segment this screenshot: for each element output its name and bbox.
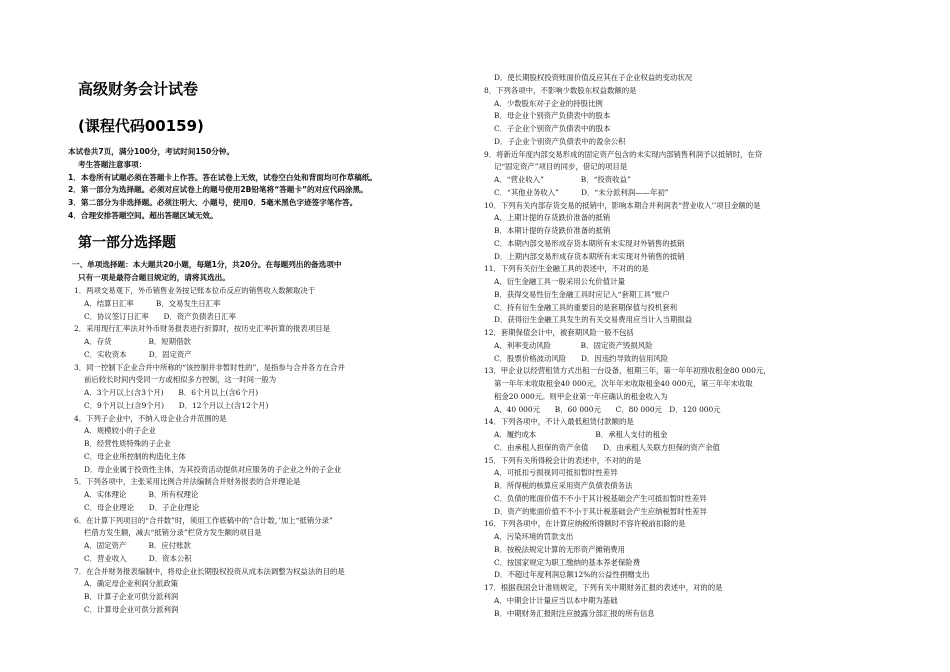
option-line: D．上期内部交易形成存货本期所有未实现对外销售的抵销 <box>494 251 685 261</box>
option-line: A．40 000元 B．60 000元 C．80 000元 D．120 000元 <box>494 404 721 414</box>
question-line: 16．下列各项中，在计算应纳税所得额时不容许税前扣除的是 <box>484 519 686 529</box>
questions-left <box>74 285 345 617</box>
question-line: 12．套期保值会计中，被套期风险一般不包括 <box>484 328 634 337</box>
option-line: A．少数股东对子企业的持股比例 <box>494 98 603 108</box>
option-line: B．本期计提的存货跌价准备的抵销 <box>494 226 611 235</box>
option-line: D．资产的账面价值不不小于其计税基础会产生应纳税暂时性差异 <box>494 506 707 516</box>
option-line: A．存货 B．短期借款 <box>84 337 191 346</box>
option-line: D．母企业属于投资性主体，为其投资活动提供对应服务的子企业之外的子企业 <box>84 464 342 474</box>
option-line: C．协议签订日汇率 D．资产负债表日汇率 <box>84 311 237 321</box>
option-line: C．本期内部交易形成存货本期所有未实现对外销售的抵销 <box>494 238 685 248</box>
instruction-line: 一、单项选择题：本大题共20小题，每题1分，共20分。在每题列出的备选项中 <box>72 260 342 269</box>
option-line: A．结算日汇率 B．交易发生日汇率 <box>84 298 221 308</box>
exam-title: 高级财务会计试卷 <box>78 80 199 98</box>
option-line: C．子企业个别资产负债表中的股本 <box>494 124 611 133</box>
option-line: C．9个月以上(含9个月) D．12个月以上(含12个月) <box>84 400 269 410</box>
option-line: A．污染环境的罚款支出 <box>494 532 574 541</box>
option-line: A．中期会计计量应当以本中期为基础 <box>494 595 618 605</box>
option-line: A．确定母企业利润分派政策 <box>84 579 179 589</box>
question-line: 17．根据我国会计准则规定，下列有关中期财务汇报的表述中，对的的是 <box>484 583 723 592</box>
question-line: 第一年年末收取租金40 000元，次年年末收取租金40 000元，第三年年末收取 <box>494 379 753 388</box>
question-line: 2．采用现行汇率法对外币财务报表进行折算时，按历史汇率折算的报表项目是 <box>74 324 330 334</box>
option-line: A．“营业收入” B．“投资收益” <box>494 175 631 184</box>
option-line: A．实体理论 B．所有权理论 <box>84 490 199 499</box>
option-line: A．上期计提的存货跌价准备的抵销 <box>494 213 611 223</box>
question-line: 3．同一控制下企业合并中所称的“该控制并非暂时性的”，是指参与合并各方在合并 <box>74 362 345 372</box>
option-line: A．规模较小的子企业 <box>84 426 156 436</box>
question-line: 10．下列有关内部存货交易的抵销中，影响本期合并利润表“营业收入’’项目金额的是 <box>484 200 761 210</box>
note-line: 1．本卷所有试题必须在答题卡上作答。答在试卷上无效，试卷空白处和背面均可作草稿纸。 <box>68 172 378 182</box>
option-line: C．母企业所控制的构造化主体 <box>84 451 186 461</box>
course-code: (课程代码00159) <box>78 117 204 135</box>
question-line: 14．下列各项中，不计入最低租赁付款额的是 <box>484 417 634 427</box>
note-line: 3．第二部分为非选择题。必须注明大、小题号，使用0．5毫米黑色字迹签字笔作答。 <box>68 198 358 208</box>
option-line: A．3个月以上(含3个月) B．6个月以上(含6个月) <box>84 388 259 397</box>
option-line: A．固定资产 B．应付账款 <box>84 541 191 550</box>
option-line: C．计算母企业可供分派利润 <box>84 604 179 614</box>
option-line: D．不超过年度利润总额12%的公益性捐赠支出 <box>494 570 650 580</box>
option-line: A．衍生金融工具一般采用公允价值计量 <box>494 277 625 286</box>
option-line: B．所得税的核算应采用资产负债表债务法 <box>494 481 633 490</box>
option-line: B．按税法规定计算的无形资产摊销费用 <box>494 544 626 554</box>
question-line: 租金20 000元。则甲企业第一年应确认的租金收入为 <box>494 391 668 401</box>
option-line: D．子企业个别资产负债表中的盈余公积 <box>494 136 626 146</box>
option-line: A．可抵扣亏损视同可抵扣暂时性差异 <box>494 468 618 478</box>
question-line: 栏借方发生额，减去“抵销分录”栏贷方发生额的项目是 <box>84 528 262 538</box>
questions-right <box>484 72 771 620</box>
question-line: 11．下列有关衍生金融工具的表述中，不对的的是 <box>484 264 649 274</box>
option-line: B．中期财务汇报附注应披露分部汇报的所有信息 <box>494 608 655 618</box>
question-line: 9．将新近年度内部交易形成的固定资产包含的未实现内部销售利润予以抵销时，在贷 <box>484 149 763 159</box>
question-line: 8．下列各项中，不影响少数股东权益数额的是 <box>484 85 637 95</box>
option-line: C．按国家规定为职工缴纳的基本养老保险费 <box>494 557 641 567</box>
option-line: C．母企业理论 D．子企业理论 <box>84 502 200 512</box>
note-line: 4．合理安排答题空间。超出答题区域无效。 <box>68 210 218 220</box>
question-line: 6．在计算下列项目的“合并数”时，须用工作底稿中的“合计数，’加上“抵销分录” <box>74 515 333 525</box>
question-line: 7．在合并财务报表编制中，将母企业长期股权投资从成本法调整为权益法的目的是 <box>74 566 345 576</box>
option-line: C．股票价格波动风险 D．因违约导致的信用风险 <box>494 353 669 363</box>
question-line: 5．下列各项中，主张采用比例合并法编制合并财务报表的合并理论是 <box>74 477 301 487</box>
question-line: 15．下列有关所得税会计的表述中，不对的的是 <box>484 455 642 465</box>
option-line: D．使长期股权投资账面价值反应其在子企业权益的变动状况 <box>494 73 693 82</box>
option-line: A．利率变动风险 B．固定资产毁损风险 <box>494 340 653 350</box>
question-line: 前后较长时间内受同一方或相似多方控制，这一时间一般为 <box>84 375 277 385</box>
question-line: 记“固定资产”项目的同步，借记的项目是 <box>494 162 628 172</box>
note-line: 本试卷共7页，满分100分，考试时间150分钟。 <box>68 147 235 156</box>
exam-notes <box>68 146 377 223</box>
option-line: C．由承租人担保的资产余值 D．由承租人关联方担保的资产余值 <box>494 442 720 452</box>
note-line: 考生答题注意事项： <box>78 159 147 169</box>
section-instructions <box>72 259 341 285</box>
option-line: A．履约成本 B．承租人支付的租金 <box>494 430 668 439</box>
option-line: B．母企业个别资产负债表中的股本 <box>494 111 611 121</box>
option-line: C．持有衍生金融工具的重要目的是套期保值与投机套利 <box>494 302 678 312</box>
instruction-line: 只有一项是最符合题目规定的，请将其选出。 <box>78 272 230 282</box>
option-line: D．获得衍生金融工具发生的有关交易费用应当计入当期损益 <box>494 315 693 325</box>
part-title: 第一部分选择题 <box>78 235 176 251</box>
option-line: C．负债的账面价值不不小于其计税基础会产生可抵扣暂时性差异 <box>494 493 707 503</box>
option-line: C．“其他业务收入” D．“未分派利润——年初” <box>494 187 669 197</box>
option-line: B．计算子企业可供分派利润 <box>84 592 179 601</box>
question-line: 4．下列子企业中，不纳入母企业合并范围的是 <box>74 413 227 423</box>
option-line: C．实收资本 D．固定资产 <box>84 349 192 359</box>
question-line: 1．两项交易观下，外币销售业务按记账本位币反应的销售收入数额取决于 <box>74 286 316 295</box>
option-line: B．经营性质特殊的子企业 <box>84 439 171 448</box>
option-line: C．营业收入 D．资本公积 <box>84 553 192 563</box>
option-line: B．获得交易性衍生金融工具时应记入“套期工具”账户 <box>494 289 670 299</box>
note-line: 2．第一部分为选择题。必须对应试卷上的题号使用2B铅笔将“答题卡”的对应代码涂黑。 <box>68 185 368 195</box>
question-line: 13．甲企业以经营租赁方式出租一台设备，租期三年，第一年年初预收租金80 000元， <box>484 366 771 376</box>
